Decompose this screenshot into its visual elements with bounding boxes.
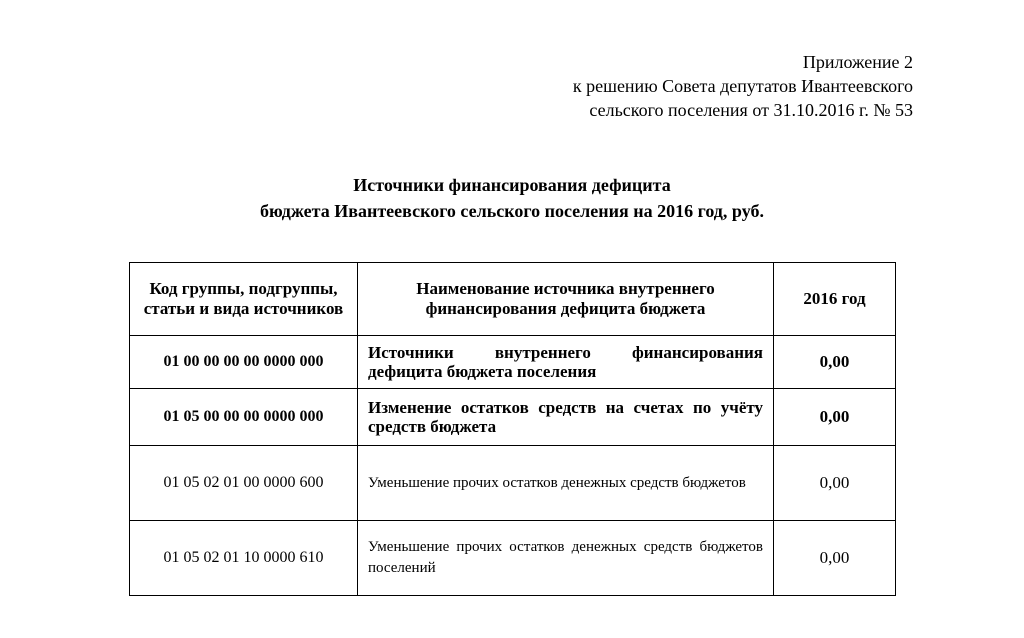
financing-sources-table bbox=[129, 262, 896, 596]
appendix-line-1: Приложение 2 bbox=[802, 52, 913, 72]
header-code: Код группы, подгруппы, статьи и вида источников bbox=[130, 263, 358, 336]
row-code: 01 05 02 01 00 0000 600 bbox=[130, 446, 358, 521]
row-name: Уменьшение прочих остатков денежных средств бюджетов поселений bbox=[358, 521, 774, 596]
appendix-note bbox=[573, 50, 913, 122]
table-row bbox=[130, 336, 896, 389]
table-row bbox=[130, 521, 896, 596]
row-code: 01 05 02 01 10 0000 610 bbox=[130, 521, 358, 596]
row-code: 01 00 00 00 00 0000 000 bbox=[130, 336, 358, 389]
table-header-row bbox=[130, 263, 896, 336]
row-name: Источники внутреннего финансирования дефицита бюджета поселения bbox=[358, 336, 774, 389]
appendix-line-2: к решению Совета депутатов Ивантеевского bbox=[572, 76, 913, 96]
document-title bbox=[0, 172, 1024, 224]
row-name: Изменение остатков средств на счетах по учёту средств бюджета bbox=[358, 389, 774, 446]
row-value: 0,00 bbox=[774, 521, 896, 596]
table-row bbox=[130, 389, 896, 446]
row-code: 01 05 00 00 00 0000 000 bbox=[130, 389, 358, 446]
header-year: 2016 год bbox=[774, 263, 896, 336]
row-name: Уменьшение прочих остатков денежных средств бюджетов bbox=[358, 446, 774, 521]
title-line-2: бюджета Ивантеевского сельского поселения на 2016 год, руб. bbox=[260, 201, 764, 221]
table-row bbox=[130, 446, 896, 521]
title-line-1: Источники финансирования дефицита bbox=[353, 175, 671, 195]
row-value: 0,00 bbox=[774, 336, 896, 389]
header-name: Наименование источника внутреннего финансирования дефицита бюджета bbox=[358, 263, 774, 336]
row-value: 0,00 bbox=[774, 446, 896, 521]
row-value: 0,00 bbox=[774, 389, 896, 446]
appendix-line-3: сельского поселения от 31.10.2016 г. № 53 bbox=[589, 100, 913, 120]
